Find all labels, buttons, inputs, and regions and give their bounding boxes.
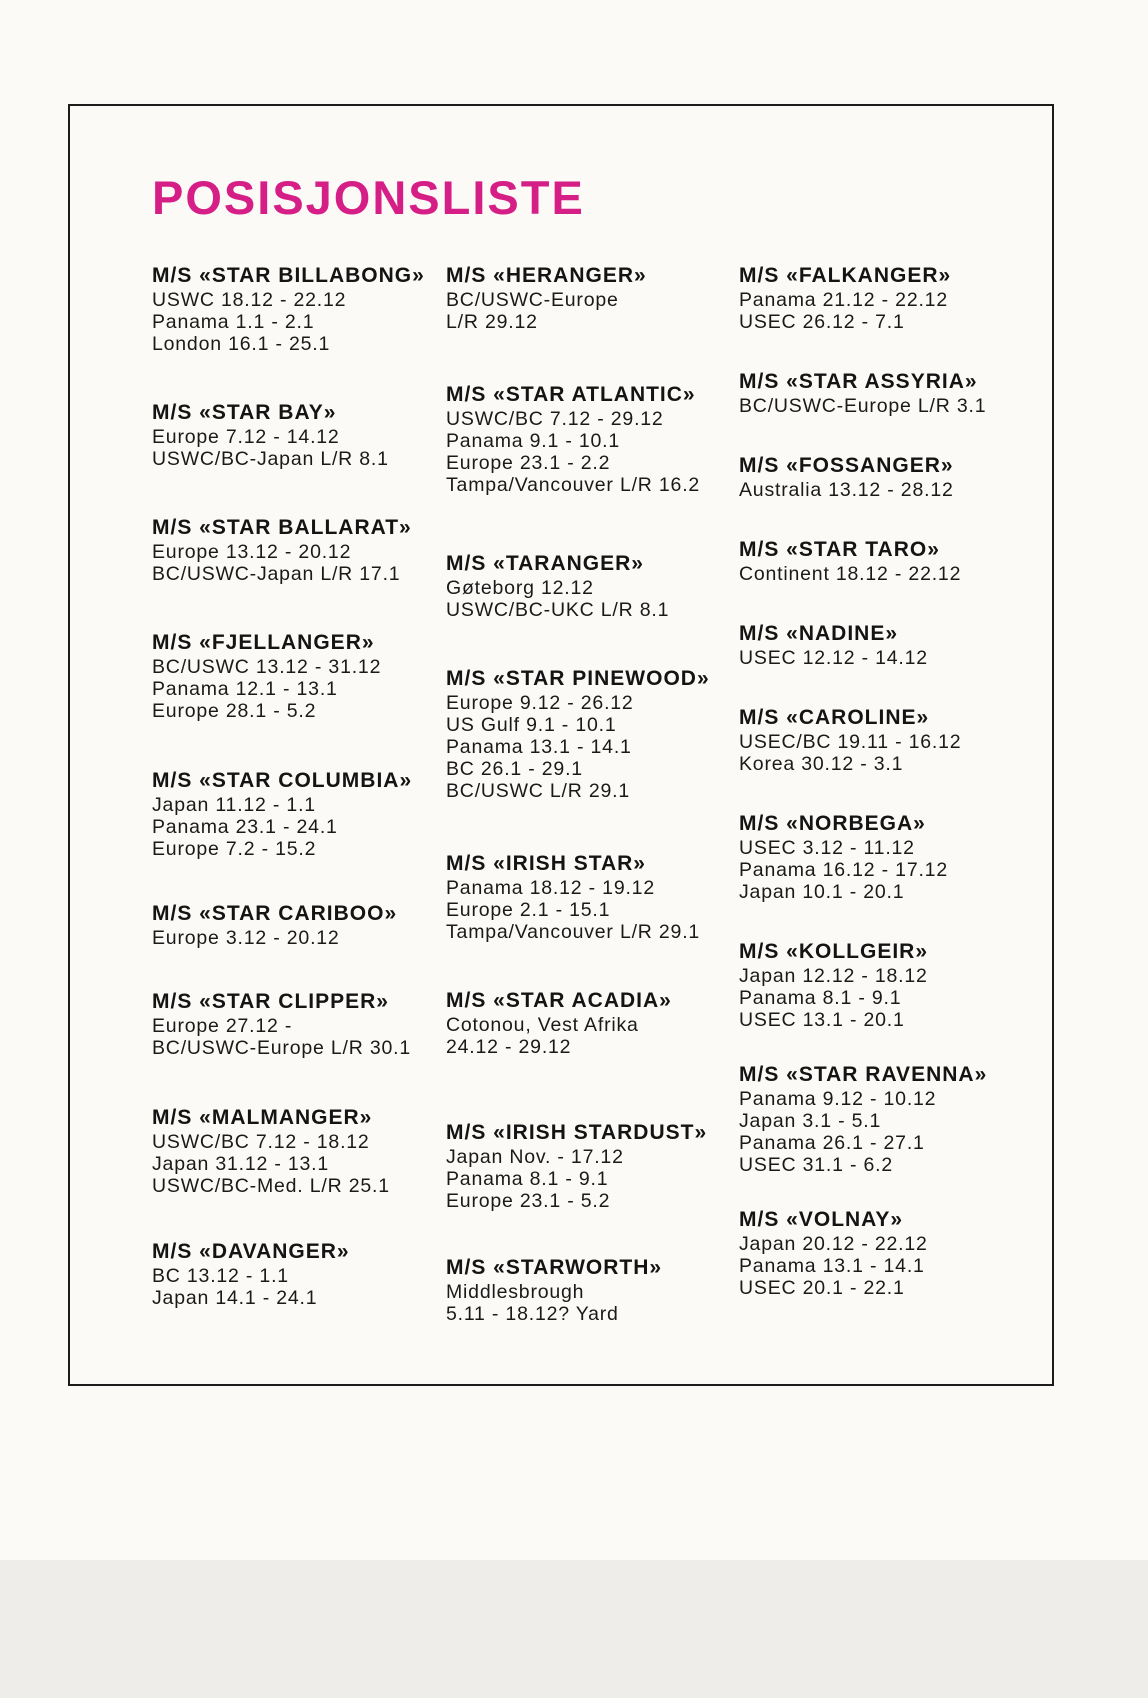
ship-entry (739, 939, 1049, 1031)
ship-position-line: USWC 18.12 - 22.12 (152, 289, 347, 311)
ship-position-line: Panama 26.1 - 27.1 (739, 1132, 925, 1154)
ship-position-line: USWC/BC 7.12 - 29.12 (446, 408, 664, 430)
ship-position-line: Panama 13.1 - 14.1 (446, 736, 632, 758)
ship-position-line: Europe 28.1 - 5.2 (152, 700, 317, 722)
ship-name: M/S «IRISH STARDUST» (446, 1121, 708, 1144)
ship-name: M/S «STAR COLUMBIA» (152, 769, 413, 792)
ship-position-line: USWC/BC-Med. L/R 25.1 (152, 1175, 390, 1197)
ship-position-line: Panama 18.12 - 19.12 (446, 877, 655, 899)
ship-position-line: Japan 10.1 - 20.1 (739, 881, 905, 903)
ship-name: M/S «STAR ATLANTIC» (446, 383, 696, 406)
ship-position-line: USEC 31.1 - 6.2 (739, 1154, 893, 1176)
ship-position-line: Panama 8.1 - 9.1 (739, 987, 902, 1009)
ship-position-line: 24.12 - 29.12 (446, 1036, 572, 1058)
ship-position-line: Panama 13.1 - 14.1 (739, 1255, 925, 1277)
ship-position-line: Japan 31.12 - 13.1 (152, 1153, 330, 1175)
ship-entry (446, 382, 756, 496)
ship-position-line: Europe 23.1 - 2.2 (446, 452, 611, 474)
ship-position-line: Japan 14.1 - 24.1 (152, 1287, 318, 1309)
ship-name: M/S «FOSSANGER» (739, 454, 954, 477)
ship-entry (739, 369, 1049, 417)
ship-position-line: Europe 13.12 - 20.12 (152, 541, 352, 563)
ship-position-line: Europe 2.1 - 15.1 (446, 899, 611, 921)
page-title: POSISJONSLISTE (152, 171, 585, 224)
ship-name: M/S «HERANGER» (446, 264, 647, 287)
ship-name: M/S «DAVANGER» (152, 1240, 350, 1263)
ship-position-line: BC 13.12 - 1.1 (152, 1265, 289, 1287)
ship-name: M/S «STAR BILLABONG» (152, 264, 425, 287)
ship-entry (152, 1239, 462, 1309)
ship-entry (152, 630, 462, 722)
ship-position-line: Continent 18.12 - 22.12 (739, 563, 962, 585)
ship-entry (446, 1255, 756, 1325)
ship-position-line: Europe 23.1 - 5.2 (446, 1190, 611, 1212)
ship-position-line: Australia 13.12 - 28.12 (739, 479, 954, 501)
ship-entry (446, 263, 756, 333)
ship-name: M/S «NADINE» (739, 622, 899, 645)
ship-position-line: Panama 1.1 - 2.1 (152, 311, 315, 333)
ship-entry (152, 768, 462, 860)
ship-name: M/S «VOLNAY» (739, 1208, 904, 1231)
ship-position-line: BC/USWC-Europe L/R 30.1 (152, 1037, 411, 1059)
ship-entry (446, 851, 756, 943)
ship-position-line: Europe 7.12 - 14.12 (152, 426, 340, 448)
ship-position-line: BC/USWC 13.12 - 31.12 (152, 656, 382, 678)
ship-entry (739, 263, 1049, 333)
ship-position-line: BC/USWC-Europe L/R 3.1 (739, 395, 987, 417)
ship-position-line: US Gulf 9.1 - 10.1 (446, 714, 617, 736)
ship-name: M/S «STAR BAY» (152, 401, 337, 424)
ship-entry (739, 621, 1049, 669)
ship-entry (739, 1062, 1049, 1176)
ship-position-line: 5.11 - 18.12? Yard (446, 1303, 619, 1325)
ship-name: M/S «IRISH STAR» (446, 852, 646, 875)
ship-entry (446, 988, 756, 1058)
ship-position-line: Cotonou, Vest Afrika (446, 1014, 639, 1036)
ship-position-line: USEC/BC 19.11 - 16.12 (739, 731, 962, 753)
ship-position-line: Middlesbrough (446, 1281, 585, 1303)
ship-position-line: Europe 3.12 - 20.12 (152, 927, 340, 949)
ship-position-line: Japan 12.12 - 18.12 (739, 965, 928, 987)
ship-entry (152, 400, 462, 470)
ship-name: M/S «CAROLINE» (739, 706, 930, 729)
ship-entry (739, 811, 1049, 903)
ship-position-line: USEC 20.1 - 22.1 (739, 1277, 905, 1299)
ship-position-line: USEC 26.12 - 7.1 (739, 311, 905, 333)
ship-name: M/S «FJELLANGER» (152, 631, 375, 654)
ship-position-line: Japan 11.12 - 1.1 (152, 794, 316, 816)
ship-name: M/S «TARANGER» (446, 552, 644, 575)
ship-entry (739, 705, 1049, 775)
ship-position-line: USEC 13.1 - 20.1 (739, 1009, 905, 1031)
ship-position-line: Panama 16.12 - 17.12 (739, 859, 948, 881)
ship-entry (446, 551, 756, 621)
ship-position-line: Panama 21.12 - 22.12 (739, 289, 948, 311)
ship-position-line: Tampa/Vancouver L/R 29.1 (446, 921, 701, 943)
ship-entry (446, 666, 756, 802)
ship-entry (152, 1105, 462, 1197)
ship-position-line: BC/USWC L/R 29.1 (446, 780, 631, 802)
ship-position-line: Europe 9.12 - 26.12 (446, 692, 634, 714)
ship-position-line: Panama 12.1 - 13.1 (152, 678, 338, 700)
ship-position-line: BC/USWC-Europe (446, 289, 619, 311)
ship-position-line: USWC/BC 7.12 - 18.12 (152, 1131, 370, 1153)
ship-position-line: L/R 29.12 (446, 311, 538, 333)
ship-position-line: Tampa/Vancouver L/R 16.2 (446, 474, 701, 496)
page-margin (0, 1560, 1148, 1698)
ship-position-line: BC/USWC-Japan L/R 17.1 (152, 563, 401, 585)
ship-position-line: USEC 3.12 - 11.12 (739, 837, 915, 859)
ship-name: M/S «STAR PINEWOOD» (446, 667, 710, 690)
ship-name: M/S «MALMANGER» (152, 1106, 373, 1129)
ship-position-line: Panama 9.1 - 10.1 (446, 430, 621, 452)
ship-position-line: Japan 20.12 - 22.12 (739, 1233, 928, 1255)
ship-name: M/S «KOLLGEIR» (739, 940, 929, 963)
ship-position-line: Panama 8.1 - 9.1 (446, 1168, 609, 1190)
ship-position-line: Panama 9.12 - 10.12 (739, 1088, 937, 1110)
ship-name: M/S «NORBEGA» (739, 812, 926, 835)
ship-entry (152, 515, 462, 585)
ship-name: M/S «STAR CARIBOO» (152, 902, 398, 925)
ship-entry (152, 989, 462, 1059)
ship-position-line: USEC 12.12 - 14.12 (739, 647, 928, 669)
ship-name: M/S «STAR TARO» (739, 538, 940, 561)
ship-name: M/S «STAR BALLARAT» (152, 516, 412, 539)
ship-entry (446, 1120, 756, 1212)
ship-name: M/S «STAR CLIPPER» (152, 990, 389, 1013)
ship-position-line: Europe 7.2 - 15.2 (152, 838, 317, 860)
ship-entry (152, 901, 462, 949)
ship-name: M/S «STAR RAVENNA» (739, 1063, 988, 1086)
ship-position-line: Gøteborg 12.12 (446, 577, 594, 599)
ship-name: M/S «STARWORTH» (446, 1256, 663, 1279)
ship-position-line: London 16.1 - 25.1 (152, 333, 331, 355)
ship-name: M/S «STAR ACADIA» (446, 989, 672, 1012)
ship-position-line: Europe 27.12 - (152, 1015, 293, 1037)
ship-position-line: USWC/BC-Japan L/R 8.1 (152, 448, 389, 470)
ship-position-line: Korea 30.12 - 3.1 (739, 753, 904, 775)
ship-entry (739, 537, 1049, 585)
ship-name: M/S «STAR ASSYRIA» (739, 370, 978, 393)
ship-position-line: USWC/BC-UKC L/R 8.1 (446, 599, 670, 621)
ship-position-line: Japan Nov. - 17.12 (446, 1146, 624, 1168)
ship-entry (152, 263, 462, 355)
ship-position-line: Japan 3.1 - 5.1 (739, 1110, 882, 1132)
ship-entry (739, 453, 1049, 501)
ship-position-line: Panama 23.1 - 24.1 (152, 816, 338, 838)
ship-position-line: BC 26.1 - 29.1 (446, 758, 583, 780)
ship-entry (739, 1207, 1049, 1299)
ship-name: M/S «FALKANGER» (739, 264, 952, 287)
